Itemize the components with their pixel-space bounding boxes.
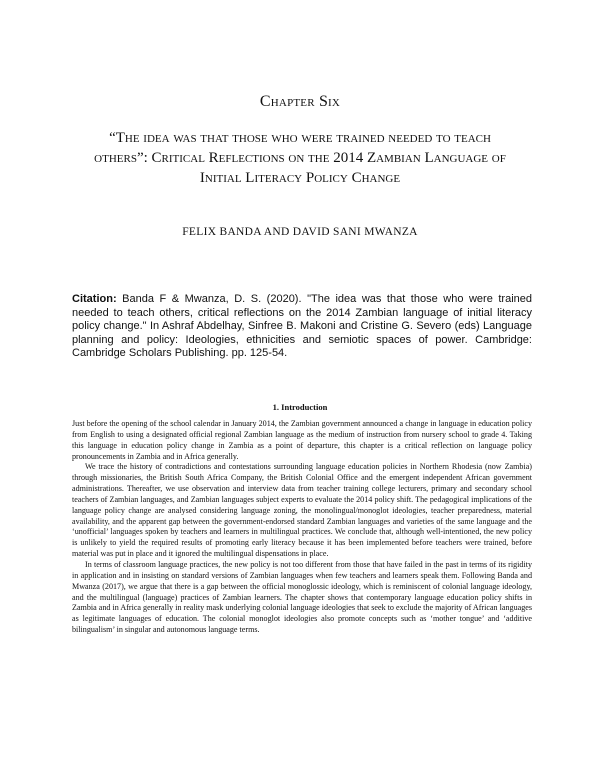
paragraph: Just before the opening of the school calendar in January 2014, the Zambian government announced a change in language in education policy from English to using a designated official regional Zambian language as the medium of instruction from nursery school to grade 4. Taking this language in education policy change in Zambia as a point of departure, this chapter is a critical reflection on language policy pronouncements in Zambia and in Africa generally. [72,419,532,461]
body-text [72,419,532,636]
citation-block [72,293,532,361]
chapter-label: Chapter Six [259,93,341,110]
paragraph: In terms of classroom language practices, the new policy is not too different from those that have failed in the past in terms of its rigidity in application and in insisting on standard versions of Zambian languages when few teachers and learners speak them. Following Banda and Mwanza (2017), we argue that there is a gap between the official monoglossic ideology, which is reminiscent of colonial language ideology, and the multilingual (language) practices of Zambian learners. The chapter shows that contemporary language education policy shifts in Zambia and in Africa generally in reality mask underlying colonial language ideologies that seek to exclude the majority of African languages as legitimate languages of education. The colonial monoglot ideologies also promote concepts such as ‘mother tongue’ and ‘additive bilingualism’ in singular and autonomous language terms. [72,559,532,635]
chapter-title: “The idea was that those who were trained needed to teach others”: Critical Reflections on the 2014 Zambian Language of Initial Literacy Policy Change [94,130,506,186]
paragraph: We trace the history of contradictions and contestations surrounding language education policies in Northern Rhodesia (now Zambia) through missionaries, the British South Africa Company, the British Colonial Office and the emergent independent African government administrations. Thereafter, we use observation and interview data from teacher training college lecturers, primary and secondary school teachers of Zambian languages, and Zambian languages subject experts to evaluate the 2014 policy shift. The pedagogical implications of the language policy change are analysed considering language zoning, the monolingual/monoglot ideologies, teacher preparedness, material availability, and the apparent gap between the government-endorsed standard Zambian languages and varieties of the same language and the ‘unofficial’ languages spoken by teachers and learners in multilingual practices. We conclude that, although well-intentioned, the new policy is unlikely to yield the required results of promoting early literacy because it has been implemented before teachers were trained, before material was put in place and it ignored the multilingual dispensations in place. [72,462,532,559]
section-heading: 1. Introduction [272,402,328,412]
authors: FELIX BANDA AND DAVID SANI MWANZA [182,226,418,238]
citation-label: Citation: [72,293,117,305]
citation-text: Banda F & Mwanza, D. S. (2020). "The idea was that those who were trained needed to teach others, critical reflections on the 2014 Zambian language of initial literacy policy change." In Ashraf Abdelhay, Sinfree B. Makoni and Cristine G. Severo (eds) Language planning and policy: Ideologies, ethnicities and semiotic spaces of power. Cambridge: Cambridge Scholars Publishing. pp. 125-54. [72,293,532,360]
